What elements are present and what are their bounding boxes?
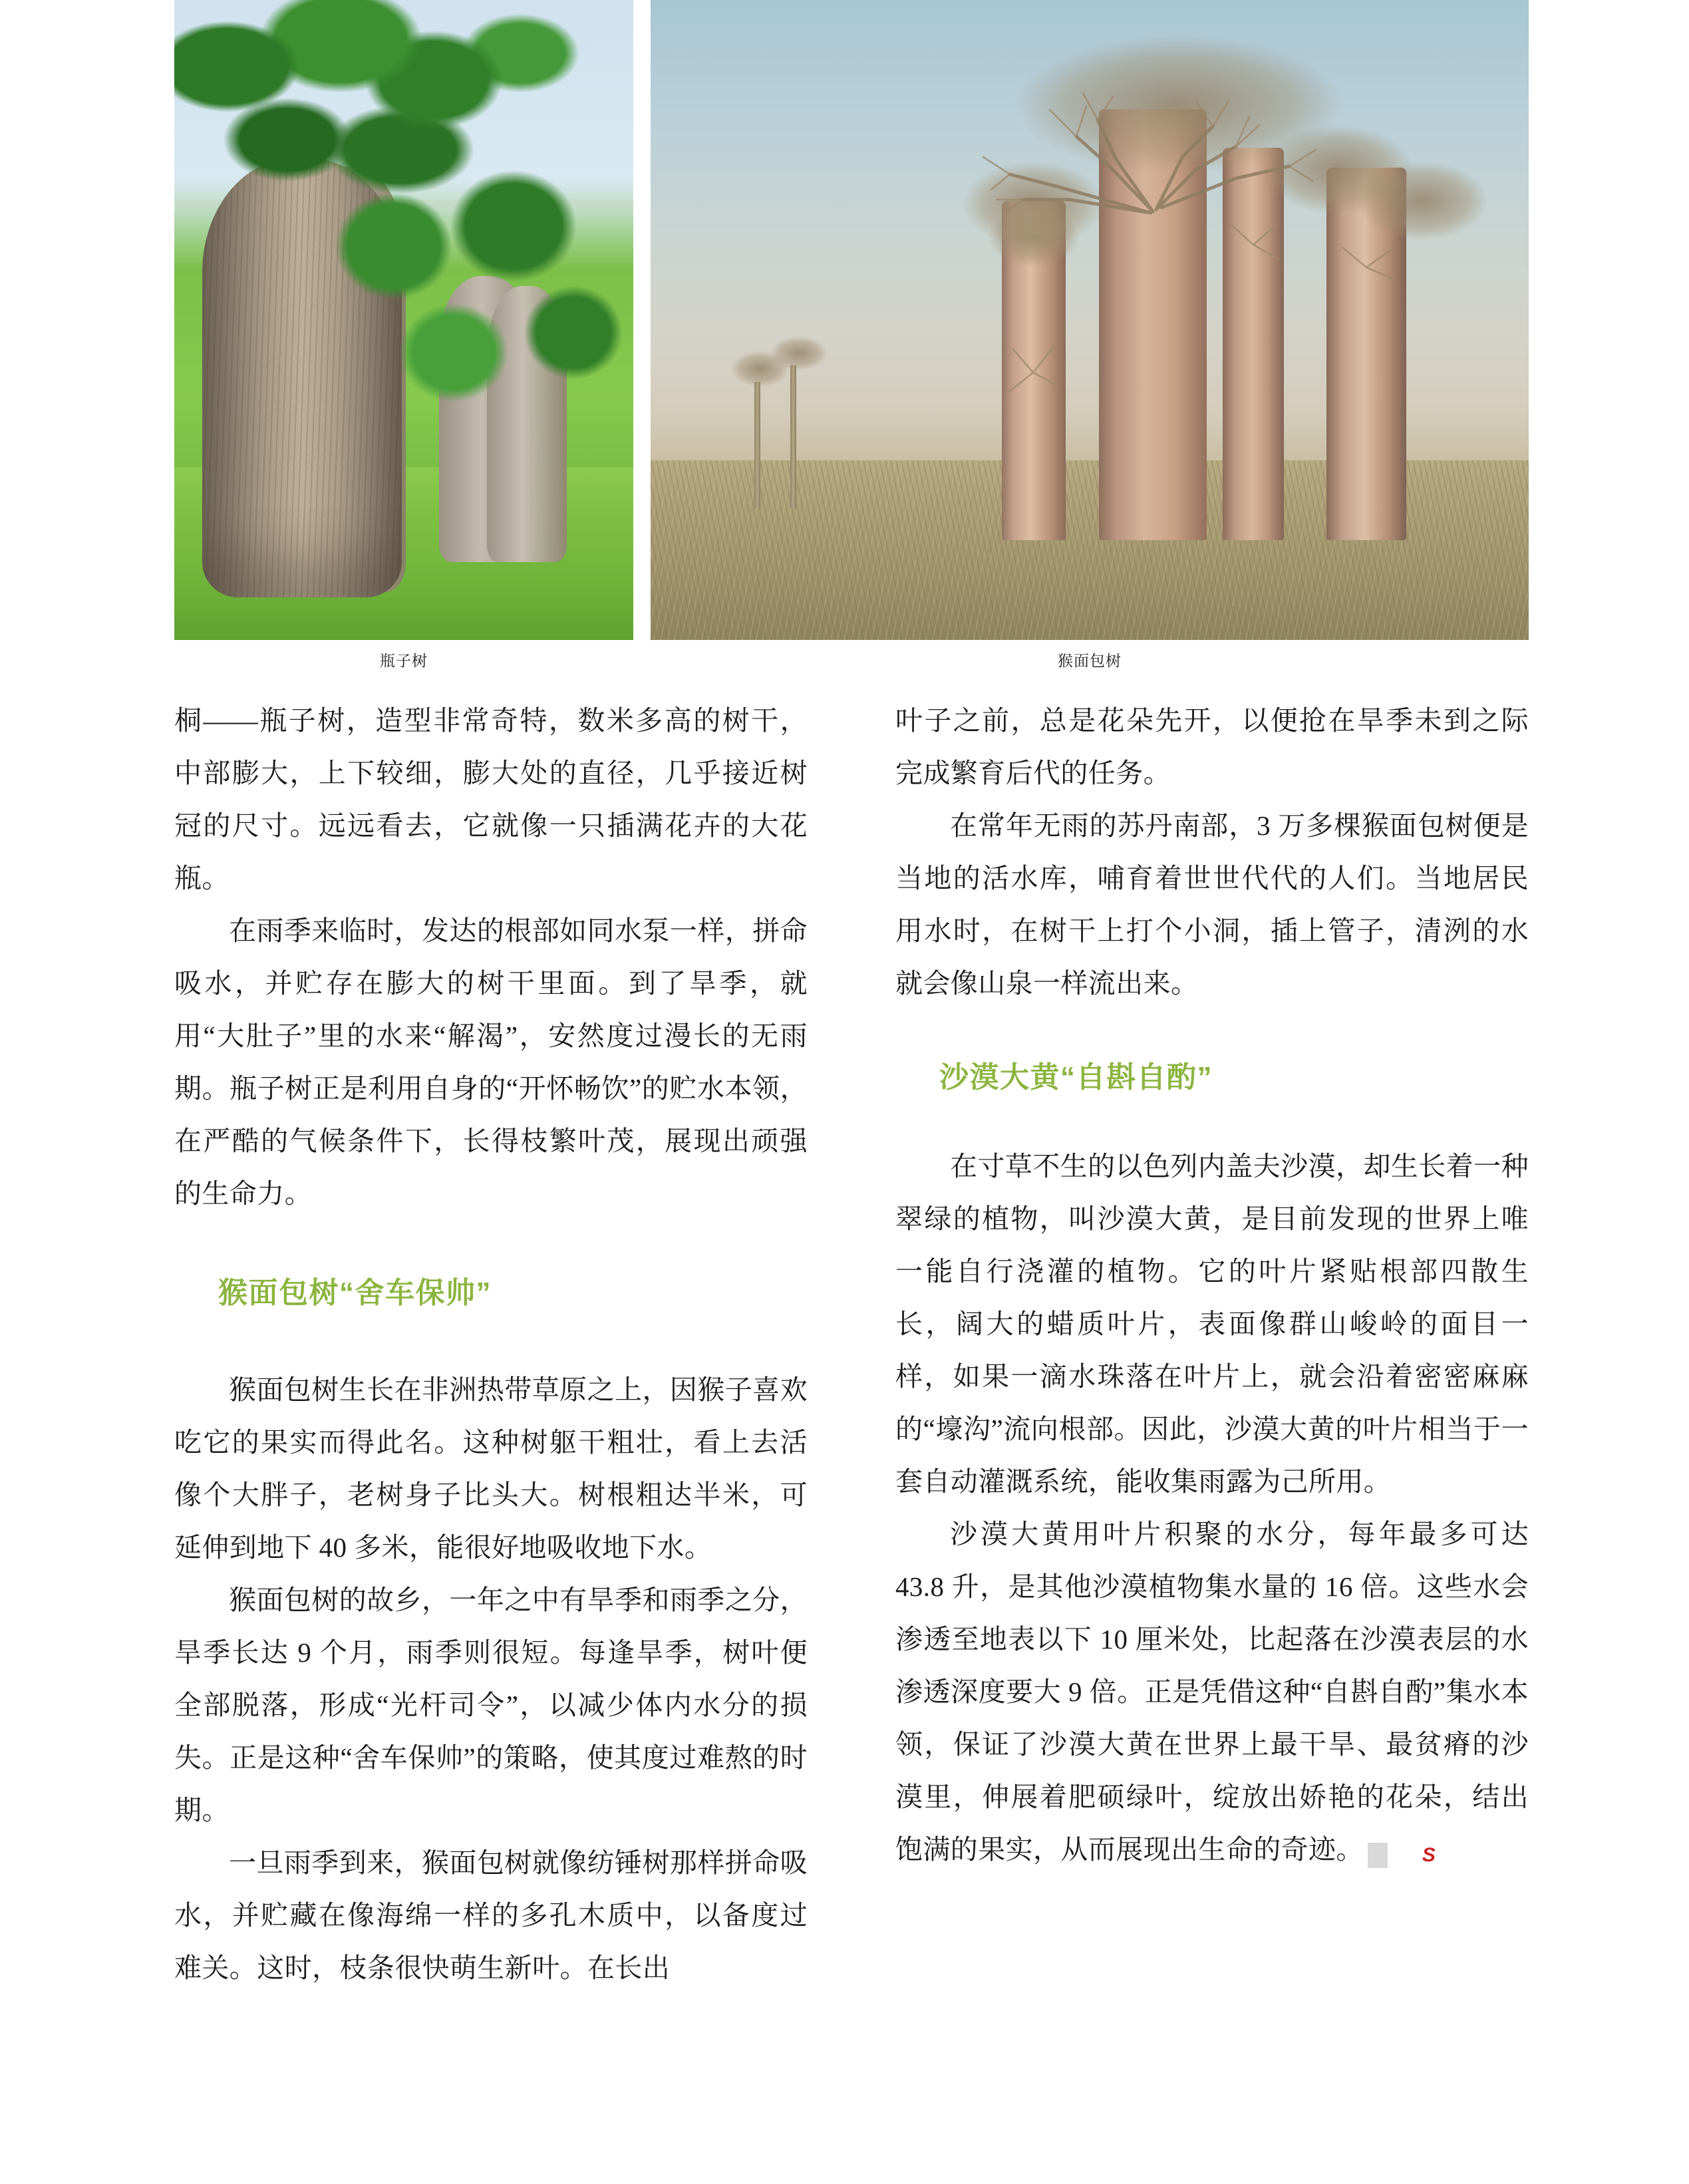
baobab-crown-left: [962, 161, 1105, 247]
section-heading-desert-rhubarb: 沙漠大黄“自斟自酌”: [939, 1061, 1213, 1094]
distant-tree-trunk-1: [754, 382, 760, 508]
baobab-crown-right-2: [1356, 161, 1489, 241]
section-heading-baobab: 猴面包树“舍车保帅”: [218, 1277, 492, 1309]
figure-band: [0, 0, 1689, 672]
bottle-tree-photo: [174, 0, 633, 640]
paragraph-text: 沙漠大黄用叶片积聚的水分，每年最多可达 43.8 升，是其他沙漠植物集水量的 16 倍。这些水会渗透至地表以下 10 厘米处，比起落在沙漠表层的水渗透深度要大 9 倍。正是凭借这种“自斟自酌”集水本领，保证了沙漠大黄在世界上最干旱、最贫瘠的沙漠里，伸展着肥硕绿叶，绽放出娇艳的花朵，结出饱满的果实，从而展现出生命的奇迹。: [895, 1519, 1529, 1865]
paragraph: 桐——瓶子树，造型非常奇特，数米多高的树干，中部膨大，上下较细，膨大处的直径，几乎接近树冠的尺寸。远远看去，它就像一只插满花卉的大花瓶。: [174, 705, 808, 893]
right-column: [895, 695, 1529, 1876]
paragraph: 猴面包树的故乡，一年之中有旱季和雨季之分，旱季长达 9 个月，雨季则很短。每逢旱季，树叶便全部脱落，形成“光杆司令”，以减少体内水分的损失。正是这种“舍车保帅”的策略，使其度过难熬的时期。: [174, 1585, 808, 1825]
distant-tree-crown-2: [770, 336, 828, 371]
spacer: [174, 1220, 808, 1272]
paragraph: 在雨季来临时，发达的根部如同水泵一样，拼命吸水，并贮存在膨大的树干里面。到了旱季，就用“大肚子”里的水来“解渴”，安然度过漫长的无雨期。瓶子树正是利用自身的“开怀畅饮”的贮水本领，在严酷的气候条件下，长得枝繁叶茂，展现出顽强的生命力。: [174, 915, 808, 1209]
upper-canopy: [174, 0, 613, 206]
paragraph: 一旦雨季到来，猴面包树就像纺锤树那样拼命吸水，并贮藏在像海绵一样的多孔木质中，以备度过难关。这时，枝条很快萌生新叶。在长出: [174, 1847, 808, 1983]
paragraph: 猴面包树生长在非洲热带草原之上，因猴子喜欢吃它的果实而得此名。这种树躯干粗壮，看上去活像个大胖子，老树身子比头大。树根粗达半米，可延伸到地下 40 多米，能很好地吸收地下水。: [174, 1374, 808, 1563]
bottle-tree-illustration: [174, 0, 633, 640]
distant-tree-trunk-2: [790, 365, 796, 508]
paragraph: 在寸草不生的以色列内盖夫沙漠，却生长着一种翠绿的植物，叫沙漠大黄，是目前发现的世界上唯一能自行浇灌的植物。它的叶片紧贴根部四散生长，阔大的蜡质叶片，表面像群山峻岭的面目一样，如果一滴水珠落在叶片上，就会沿着密密麻麻的“壕沟”流向根部。因此，沙漠大黄的叶片相当于一套自动灌溉系统，能收集雨露为己所用。: [895, 1151, 1529, 1497]
baobab-illustration: [651, 0, 1529, 640]
baobab-trunk-3: [1223, 148, 1284, 540]
lower-canopy: [314, 166, 627, 446]
spacer: [895, 1099, 1529, 1140]
paragraph: 在常年无雨的苏丹南部，3 万多棵猴面包树便是当地的活水库，哺育着世世代代的人们。当地居民用水时，在树干上打个小洞，插上管子，清洌的水就会像山泉一样流出来。: [895, 810, 1529, 999]
article-body: [0, 695, 1689, 2184]
spacer: [895, 1010, 1529, 1056]
spacer: [174, 1315, 808, 1364]
left-column: [174, 695, 808, 1994]
baobab-photo: [651, 0, 1529, 640]
baobab-crown-main: [1013, 35, 1346, 174]
paragraph: 叶子之前，总是花朵先开，以便抢在旱季未到之际完成繁育后代的任务。: [895, 705, 1529, 788]
figure-caption-baobab: 猴面包树: [1058, 652, 1122, 669]
paragraph-final: [895, 1508, 1529, 1876]
figure-caption-bottle-tree: 瓶子树: [380, 652, 428, 669]
article-end-mark: S: [1368, 1843, 1388, 1868]
